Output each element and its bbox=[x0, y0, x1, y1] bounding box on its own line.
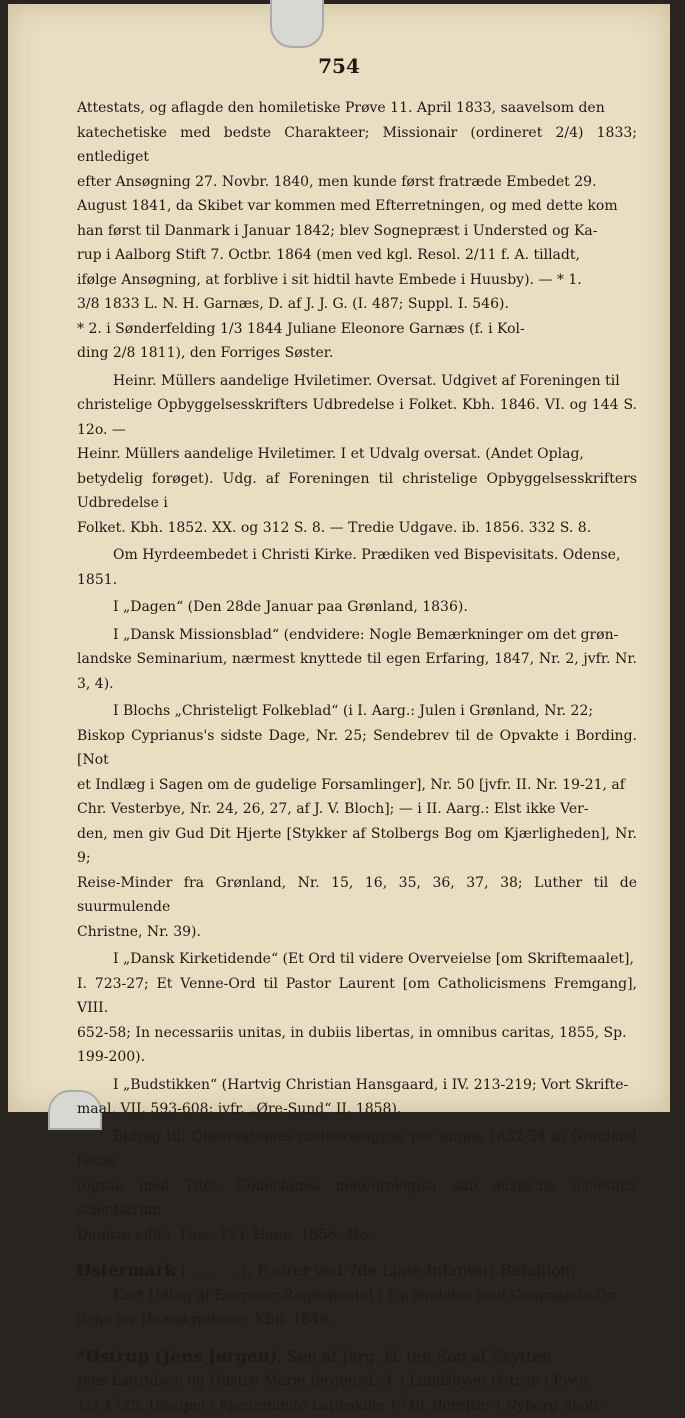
work-item bbox=[77, 1125, 637, 1248]
work-line: Chr. Vesterbye, Nr. 24, 26, 27, af J. V. Bloch]; — i II. Aarg.: Elst ikke Ver- bbox=[77, 797, 637, 822]
work-line: 652-58; In necessariis unitas, in dubiis libertas, in omnibus caritas, 1855, Sp. bbox=[77, 1021, 637, 1046]
entry-ostermark-head bbox=[77, 1259, 637, 1284]
page-text bbox=[77, 96, 637, 1418]
work-line: betydelig forøget). Udg. af Foreningen til christelige Opbyggelsesskrifters Udbredelse i bbox=[77, 467, 637, 516]
text-line: 3/8 1833 L. N. H. Garnæs, D. af J. J. G. (I. 487; Suppl. I. 546). bbox=[77, 292, 637, 317]
entry-line: dene for Haandgrebene. Kbh. 1848. bbox=[77, 1308, 637, 1333]
entry-line: 1/2 1725, Discipel i Kjerteminde Latinskole 1740, derefter i Nyborg Skole bbox=[77, 1394, 637, 1418]
entry-line: Jens Lauridsen og Hustru Marie Jørgensd.; f. i Landsbyen Østrup i Fyen bbox=[77, 1369, 637, 1394]
text-line: Attestats, og aflagde den homiletiske Prøve 11. April 1833, saavelsom den bbox=[77, 96, 637, 121]
entry-ostermark-name: Østermark bbox=[77, 1261, 176, 1280]
work-line: I „Budstikken“ (Hartvig Christian Hansgaard, i IV. 213-219; Vort Skrifte- bbox=[77, 1073, 637, 1098]
work-item bbox=[77, 595, 637, 620]
text-line: August 1841, da Skibet var kommen med Efterretningen, og med dette kom bbox=[77, 194, 637, 219]
work-line: landske Seminarium, nærmest knyttede til egen Erfaring, 1847, Nr. 2, jvfr. Nr. 3, 4). bbox=[77, 647, 637, 696]
work-line: I. 723-27; Et Venne-Ord til Pastor Laurent [om Catholicismens Fremgang], VIII. bbox=[77, 972, 637, 1021]
entry-continuation bbox=[77, 96, 637, 366]
work-line: I Blochs „Christeligt Folkeblad“ (i I. Aarg.: Julen i Grønland, Nr. 22; bbox=[77, 699, 637, 724]
text-line: rup i Aalborg Stift 7. Octbr. 1864 (men ved kgl. Resol. 2/11 f. A. tilladt, bbox=[77, 243, 637, 268]
text-line: katechetiske med bedste Charakteer; Missionair (ordineret 2/4) 1833; entlediget bbox=[77, 121, 637, 170]
text-line: han først til Danmark i Januar 1842; blev Sognepræst i Understed og Ka- bbox=[77, 219, 637, 244]
work-item bbox=[77, 947, 637, 1070]
work-line: 199-200). bbox=[77, 1045, 637, 1070]
work-line: I „Dagen“ (Den 28de Januar paa Grønland, 1836). bbox=[77, 595, 637, 620]
work-line: maal, VII. 593-608; jvfr. „Øre-Sund“ II. 1858). bbox=[77, 1097, 637, 1122]
work-line: I „Dansk Kirketidende“ (Et Ord til videre Overveielse [om Skriftemaalet], bbox=[77, 947, 637, 972]
work-line: Reise-Minder fra Grønland, Nr. 15, 16, 35, 36, 37, 38; Luther til de suurmulende bbox=[77, 871, 637, 920]
work-line: Bidrag til: Observationes meteorologicæ per annos 1832-54 in Grönland factæ bbox=[77, 1125, 637, 1174]
entry-ostrup-desc: , Søn af Jørg. Ø. (en Søn af Skytten bbox=[277, 1348, 551, 1366]
entry-line: Kort Udtog af Exerceer-Reglementet i Forbindelse med Commando-Or- bbox=[77, 1284, 637, 1309]
text-line: ifølge Ansøgning, at forblive i sit hidtil havte Embede i Huusby). — * 1. bbox=[77, 268, 637, 293]
entry-ostrup-name: *Østrup (Jens Jørgen) bbox=[77, 1347, 277, 1366]
page-number: 754 bbox=[8, 54, 670, 78]
work-line: 1851. bbox=[77, 568, 637, 593]
entry-ostermark-desc: ( . . . . . ), Fourer ved 7de Linie-Infanteri-Bataillon. bbox=[176, 1262, 576, 1280]
work-item bbox=[77, 623, 637, 697]
entry-ostermark-body bbox=[77, 1284, 637, 1333]
work-line: Heinr. Müllers aandelige Hviletimer. I et Udvalg oversat. (Andet Oplag, bbox=[77, 442, 637, 467]
work-line: I „Dansk Missionsblad“ (endvidere: Nogle Bemærkninger om det grøn- bbox=[77, 623, 637, 648]
book-page bbox=[8, 4, 670, 1112]
work-item bbox=[77, 1073, 637, 1122]
paper-clip-top bbox=[270, 0, 324, 48]
works-list bbox=[77, 369, 637, 1248]
work-item bbox=[77, 369, 637, 541]
work-line: Biskop Cyprianus's sidste Dage, Nr. 25; Sendebrev til de Opvakte i Bording. [Not bbox=[77, 724, 637, 773]
work-line: Christne, Nr. 39). bbox=[77, 920, 637, 945]
entry-ostrup-head bbox=[77, 1345, 637, 1370]
work-item bbox=[77, 699, 637, 944]
entry-ostrup-body bbox=[77, 1369, 637, 1418]
text-line: efter Ansøgning 27. Novbr. 1840, men kunde først fratræde Embedet 29. bbox=[77, 170, 637, 195]
work-line: christelige Opbyggelsesskrifters Udbredelse i Folket. Kbh. 1846. VI. og 144 S. 12o. — bbox=[77, 393, 637, 442]
work-line: (ogsaa med Titel: Collectanea meteorologica sub auspiciis societatis scientiarum bbox=[77, 1174, 637, 1223]
work-line: den, men giv Gud Dit Hjerte [Stykker af Stolbergs Bog om Kjærligheden], Nr. 9; bbox=[77, 822, 637, 871]
work-line: et Indlæg i Sagen om de gudelige Forsamlinger], Nr. 50 [jvfr. II. Nr. 19-21, af bbox=[77, 773, 637, 798]
work-line: Danicæ edita. Fasc. IV.). Haun. 1856. 4to. bbox=[77, 1223, 637, 1248]
work-line: Heinr. Müllers aandelige Hviletimer. Oversat. Udgivet af Foreningen til bbox=[77, 369, 637, 394]
text-line: ding 2/8 1811), den Forriges Søster. bbox=[77, 341, 637, 366]
work-item bbox=[77, 543, 637, 592]
text-line: * 2. i Sønderfelding 1/3 1844 Juliane Eleonore Garnæs (f. i Kol- bbox=[77, 317, 637, 342]
work-line: Folket. Kbh. 1852. XX. og 312 S. 8. — Tredie Udgave. ib. 1856. 332 S. 8. bbox=[77, 516, 637, 541]
work-line: Om Hyrdeembedet i Christi Kirke. Prædiken ved Bispevisitats. Odense, bbox=[77, 543, 637, 568]
